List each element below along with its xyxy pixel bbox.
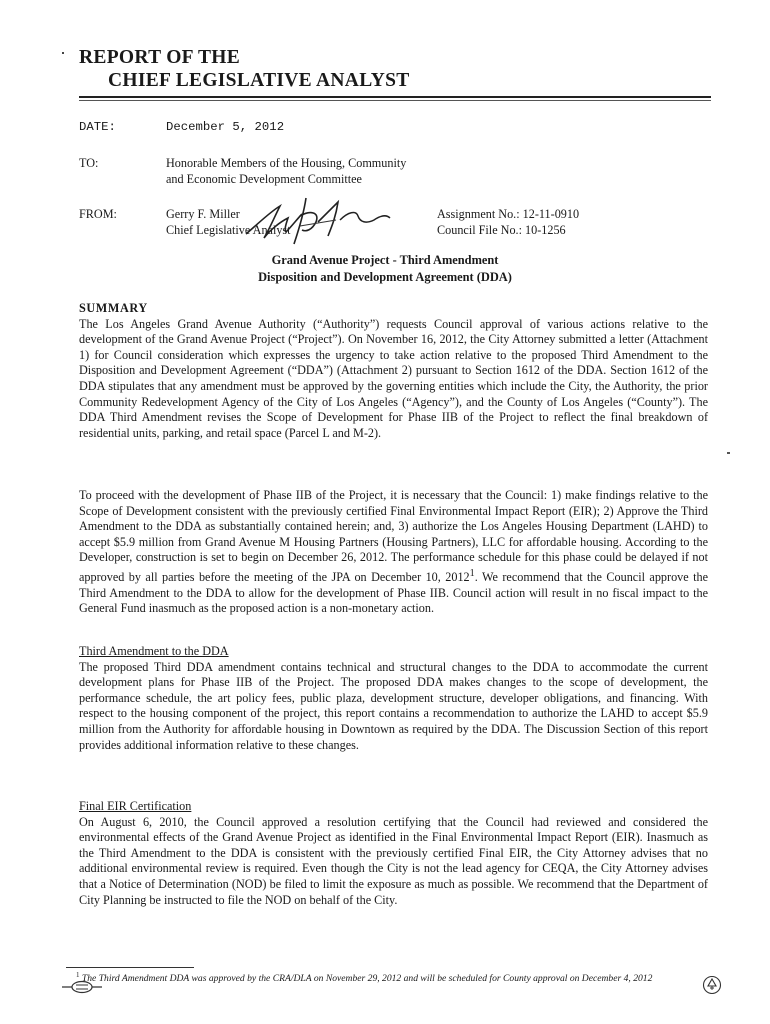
from-title: Chief Legislative Analyst [166, 223, 291, 237]
scan-mark [62, 52, 64, 54]
union-label-logo [60, 980, 104, 994]
footnote-mark: 1 [76, 971, 80, 979]
margin-mark [727, 452, 730, 454]
report-title [79, 46, 410, 92]
summary-heading: SUMMARY [79, 301, 148, 315]
header-rule-thin [79, 100, 711, 101]
third-amendment-heading: Third Amendment to the DDA [79, 644, 229, 658]
footnote [76, 969, 716, 985]
footnote-text: The Third Amendment DDA was approved by the CRA/DLA on November 29, 2012 and will be scheduled for County approval on December 4, 2012 [81, 973, 653, 985]
summary-p2-tail: . We recommend that the Council approve the Third Amendment to the DDA to allow for the development of Phase IIB. Council action will result in no fiscal impact to the General Fund inasmuch as the proposed action is a non-monetary action. [79, 570, 708, 616]
to-label: TO: [79, 156, 99, 170]
subject-line2: Disposition and Development Agreement (DDA) [258, 270, 512, 284]
from-label: FROM: [79, 207, 117, 221]
from-name: Gerry F. Miller [166, 207, 240, 221]
summary-p2-text: To proceed with the development of Phase IIB of the Project, it is necessary that the Council: 1) make findings relative to the Scope of Development consistent with the previously certified Final Environmental Impact Report (EIR); 2) Approve the Third Amendment to the DDA as substantially contained herein; and, 3) authorize the Los Angeles Housing Department (LAHD) to accept $5.9 million from Grand Avenue M Housing Partners (Housing Partners), LLC for affordable housing. According to the Developer, construction is set to begin on December 26, 2012. The performance schedule for this phase could be delayed if not approved by all parties before the meeting of the JPA on December 10, 2012 [79, 488, 708, 585]
report-title-line1: REPORT OF THE [79, 47, 241, 68]
recycle-icon [702, 975, 722, 995]
final-eir-heading: Final EIR Certification [79, 799, 192, 813]
header-rule [79, 96, 711, 98]
footnote-rule [66, 967, 194, 968]
summary-paragraph-2 [79, 488, 708, 617]
report-title-line2: CHIEF LEGISLATIVE ANALYST [108, 70, 410, 91]
summary-section [79, 301, 708, 441]
council-file-number: Council File No.: 10-1256 [437, 223, 566, 237]
signature-image [240, 192, 400, 252]
footnote-ref: 1 [469, 567, 475, 579]
subject-heading [0, 252, 770, 286]
date-value: December 5, 2012 [166, 120, 285, 134]
summary-paragraph-1: The Los Angeles Grand Avenue Authority (“Authority”) requests Council approval of various actions relative to the development of the Grand Avenue Project (“Project”). On November 16, 2012, the City Attorney submitted a letter (Attachment 1) for Council consideration which expresses the urgency to take action relative to the proposed Third Amendment to the Disposition and Development Agreement (“DDA”) (Attachment 2) pursuant to Section 1612 of the DDA. Section 1612 of the DDA stipulates that any amendment must be approved by the governing entities which include the City, the Authority, the prior Community Redevelopment Agency of the City of Los Angeles (“Agency”), and the County of Los Angeles (“County”). The DDA Third Amendment revises the Scope of Development for Phase IIB of the Project to reflect the final breakdown of residential units, parking, and retail space (Parcel L and M-2). [79, 316, 708, 440]
assignment-number: Assignment No.: 12-11-0910 [437, 207, 580, 221]
third-amendment-text: The proposed Third DDA amendment contains technical and structural changes to the DDA to accommodate the current development plans for Phase IIB of the Project. The proposed DDA makes changes to the scope of development, the performance schedule, the art policy fees, public plaza, development structure, developer obligations, and financing. With respect to the housing component of the project, this report contains a recommendation to authorize the LAHD to accept $5.9 million from the Authority for affordable housing in Downtown as required by the DDA. The Discussion Section of this report provides additional information relative to these changes. [79, 659, 708, 752]
to-line2: and Economic Development Committee [166, 172, 362, 186]
final-eir-text: On August 6, 2010, the Council approved a resolution certifying that the Council had reviewed and considered the environmental effects of the Grand Avenue Project as identified in the Final Environmental Impact Report (EIR). Inasmuch as the Third Amendment to the DDA is consistent with the previously certified Final EIR, the City Attorney advises that no additional environmental review is required. Even though the City is not the lead agency for CEQA, the City Attorney advises that a Notice of Determination (NOD) be filed to limit the exposure as much as possible. We recommend that the Department of City Planning be instructed to file the NOD on behalf of the City. [79, 814, 708, 907]
to-line1: Honorable Members of the Housing, Community [166, 156, 407, 170]
third-amendment-section [79, 644, 708, 753]
subject-line1: Grand Avenue Project - Third Amendment [271, 253, 499, 267]
final-eir-section [79, 799, 708, 908]
date-label: DATE: [79, 120, 116, 134]
